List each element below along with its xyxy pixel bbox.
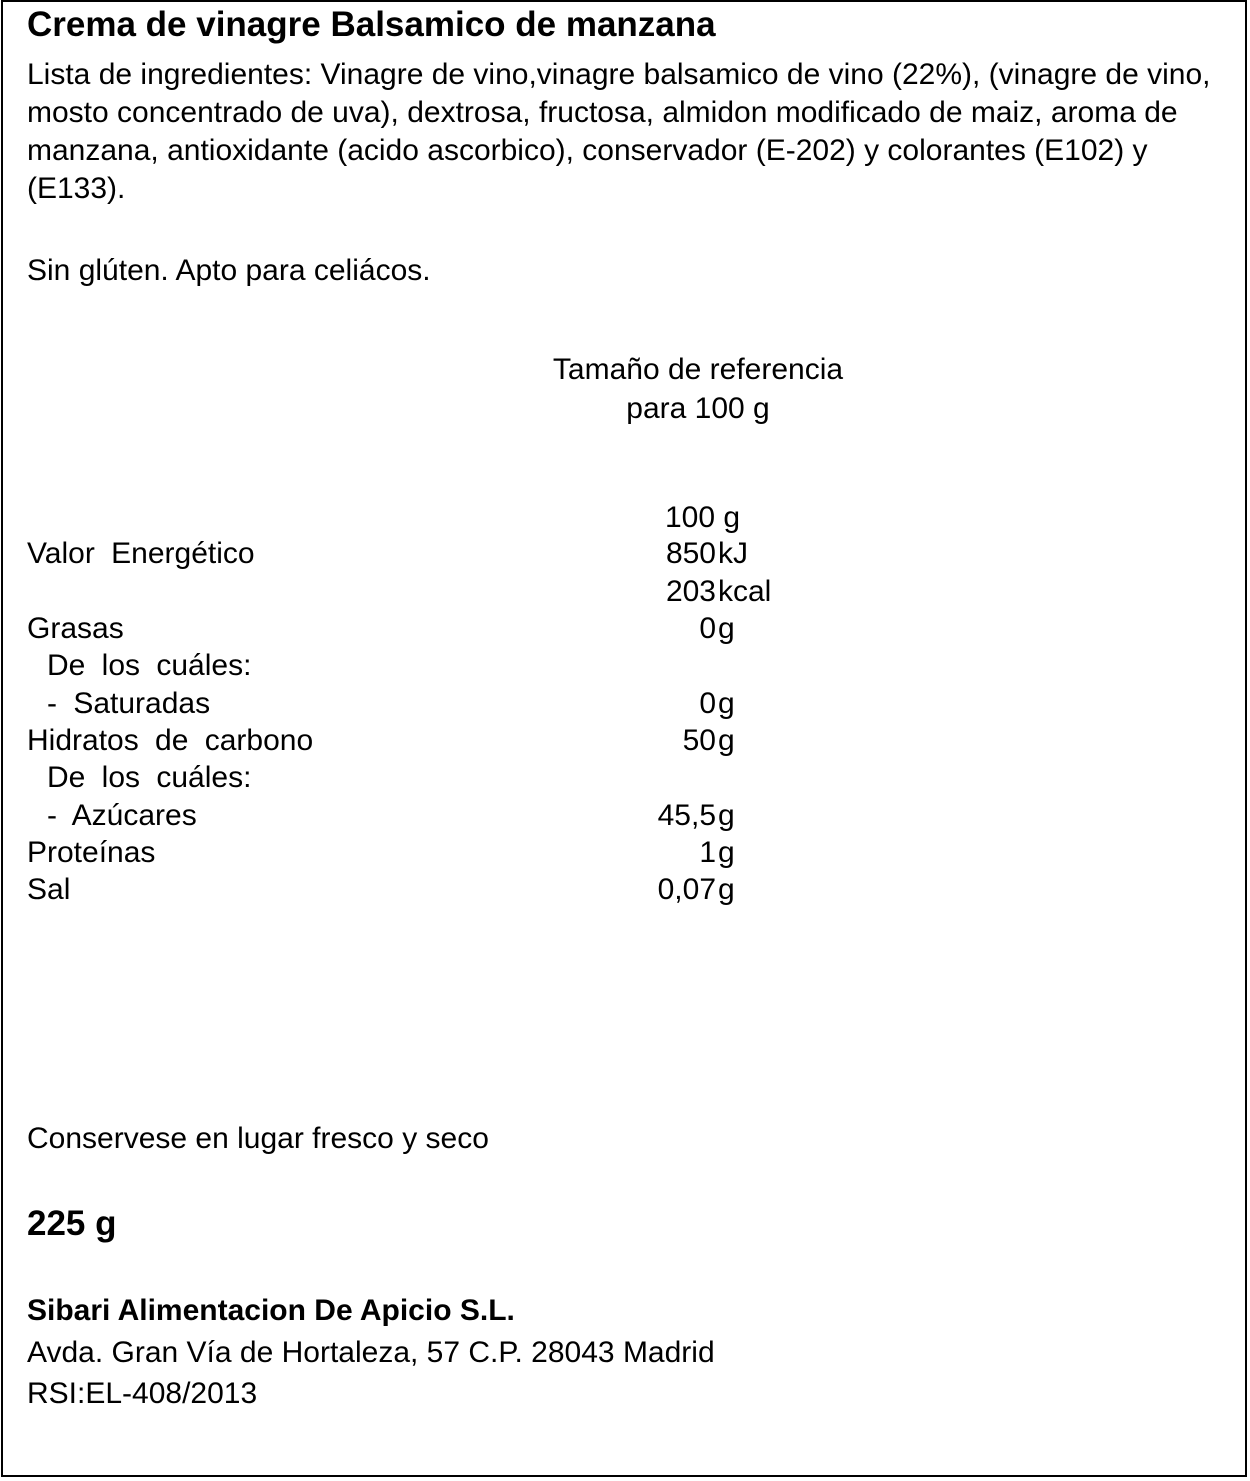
nutrient-unit: g bbox=[718, 873, 735, 906]
nutrition-row bbox=[3, 724, 1245, 761]
product-title: Crema de vinagre Balsamico de manzana bbox=[27, 5, 716, 44]
nutrient-value: 0 bbox=[699, 612, 716, 645]
company-address: Avda. Gran Vía de Hortaleza, 57 C.P. 28043 Madrid bbox=[27, 1336, 715, 1369]
nutrient-value: 850 bbox=[665, 537, 716, 570]
nutrition-row bbox=[3, 687, 1245, 724]
nutrient-unit: g bbox=[718, 799, 735, 832]
net-weight: 225 g bbox=[27, 1204, 117, 1243]
nutrient-unit: g bbox=[718, 724, 735, 757]
nutrient-unit: g bbox=[718, 836, 735, 869]
label-frame bbox=[1, 0, 1247, 1477]
nutrient-value: 0,07 bbox=[657, 873, 716, 906]
storage-instructions: Conservese en lugar fresco y seco bbox=[27, 1122, 489, 1155]
nutrient-label: De los cuáles: bbox=[47, 649, 252, 682]
nutrient-label: Sal bbox=[27, 873, 71, 906]
nutrient-unit: g bbox=[718, 612, 735, 645]
nutrition-row bbox=[3, 575, 1245, 612]
nutrient-label: Hidratos de carbono bbox=[27, 724, 314, 757]
nutrient-value: 45,5 bbox=[657, 799, 716, 832]
nutrition-row bbox=[3, 649, 1245, 686]
nutrition-row bbox=[3, 537, 1245, 574]
nutrition-row bbox=[3, 873, 1245, 910]
reference-size-heading: Tamaño de referencia para 100 g bbox=[552, 353, 844, 425]
nutrition-column-header: 100 g bbox=[665, 501, 741, 534]
nutrient-unit: kcal bbox=[718, 575, 772, 608]
nutrient-label: Proteínas bbox=[27, 836, 156, 869]
nutrient-unit: g bbox=[718, 687, 735, 720]
nutrient-value: 0 bbox=[699, 687, 716, 720]
nutrient-unit: kJ bbox=[718, 537, 748, 570]
nutrition-row bbox=[3, 612, 1245, 649]
ingredients-list: Lista de ingredientes: Vinagre de vino,vinagre balsamico de vino (22%), (vinagre de vino, mosto concentrado de uva), dextrosa, fructosa, almidon modificado de maiz, aroma de manzana, antioxidante (acido ascorbico), conservador (E-202) y colorantes (E102) y (E133). bbox=[27, 58, 1211, 205]
nutrient-label: - Saturadas bbox=[47, 687, 211, 720]
nutrient-label: - Azúcares bbox=[47, 799, 197, 832]
nutrient-value: 1 bbox=[699, 836, 716, 869]
registry-number: RSI:EL-408/2013 bbox=[27, 1377, 258, 1410]
nutrient-label: De los cuáles: bbox=[47, 761, 252, 794]
nutrition-row bbox=[3, 836, 1245, 873]
nutrient-label: Valor Energético bbox=[27, 537, 255, 570]
company-name: Sibari Alimentacion De Apicio S.L. bbox=[27, 1294, 515, 1327]
nutrient-value: 50 bbox=[682, 724, 716, 757]
nutrient-label: Grasas bbox=[27, 612, 124, 645]
gluten-note: Sin glúten. Apto para celiácos. bbox=[27, 254, 431, 287]
nutrition-row bbox=[3, 799, 1245, 836]
nutrient-value: 203 bbox=[665, 575, 716, 608]
nutrition-row bbox=[3, 761, 1245, 798]
